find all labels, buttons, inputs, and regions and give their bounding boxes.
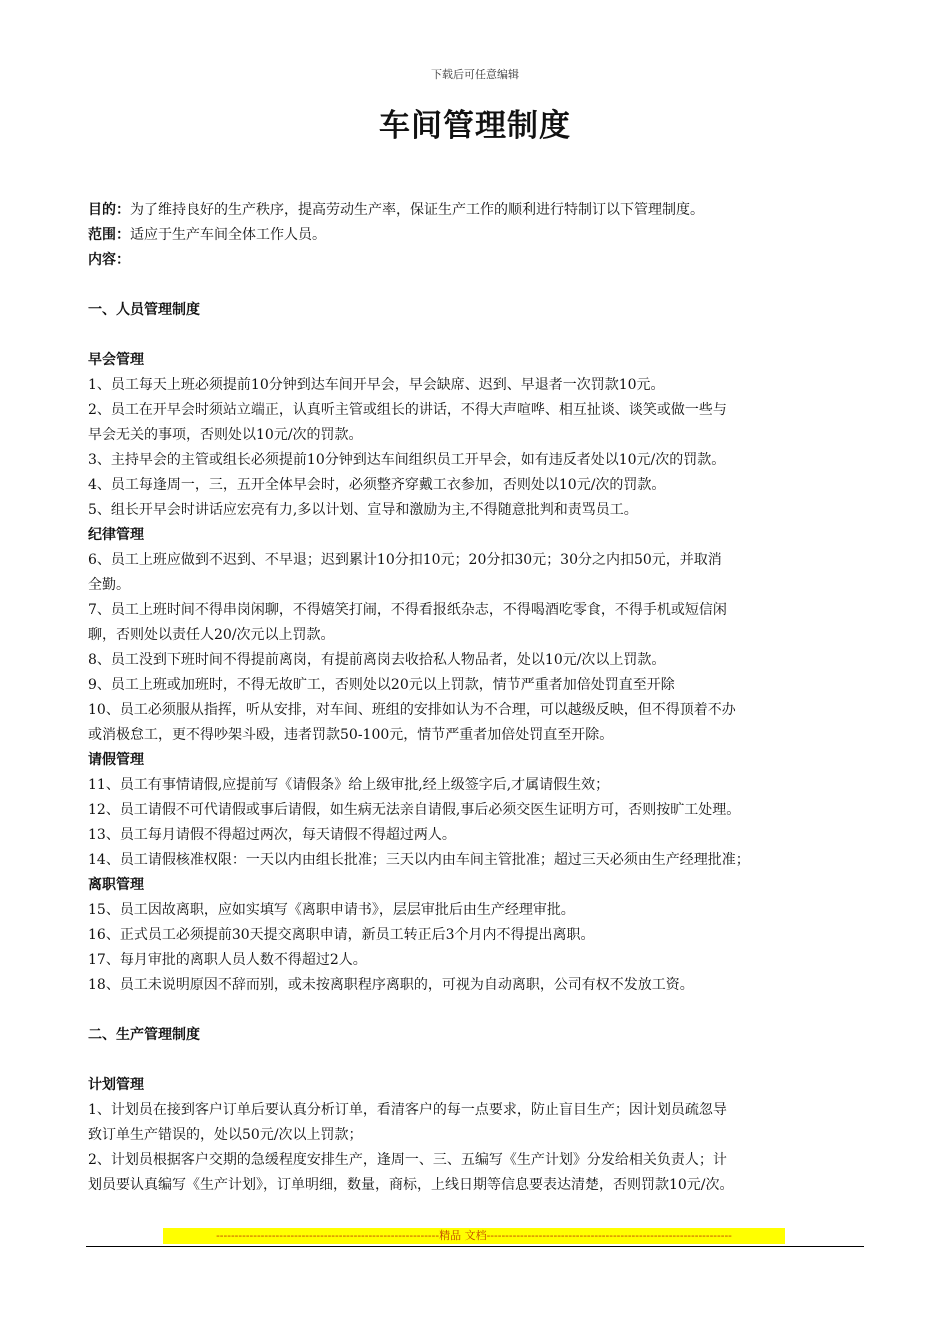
rule-line: 早会无关的事项，否则处以10元/次的罚款。 <box>88 427 363 443</box>
subheading-discipline: 纪律管理 <box>88 527 144 543</box>
rule-line: 全勤。 <box>88 577 130 593</box>
rule-line: 7、员工上班时间不得串岗闲聊，不得嬉笑打闹，不得看报纸杂志，不得喝酒吃零食，不得手机或短信闲 <box>88 602 727 618</box>
footer-watermark: ------------------------------------------------------------精品 文档------------------------------------------------------------------ <box>163 1228 785 1244</box>
rule-line: 18、员工未说明原因不辞而别，或未按离职程序离职的，可视为自动离职，公司有权不发放工资。 <box>88 977 694 993</box>
section-heading-personnel: 一、人员管理制度 <box>88 302 200 318</box>
spacer <box>88 1048 870 1073</box>
rule-line: 1、计划员在接到客户订单后要认真分析订单，看清客户的每一点要求，防止盲目生产；因计划员疏忽导 <box>88 1102 727 1118</box>
rule-line: 聊，否则处以责任人20/次元以上罚款。 <box>88 627 335 643</box>
rule-line: 致订单生产错误的，处以50元/次以上罚款； <box>88 1127 363 1143</box>
scope-line <box>88 223 870 248</box>
spacer <box>88 998 870 1023</box>
purpose-text: 为了维持良好的生产秩序，提高劳动生产率，保证生产工作的顺利进行特制订以下管理制度。 <box>130 202 704 218</box>
rule-line: 1、员工每天上班必须提前10分钟到达车间开早会，早会缺席、迟到、早退者一次罚款10元。 <box>88 377 665 393</box>
spacer <box>88 323 870 348</box>
subheading-leave: 请假管理 <box>88 752 144 768</box>
content-label: 内容： <box>88 252 130 268</box>
purpose-line <box>88 198 870 223</box>
rule-line: 或消极怠工，更不得吵架斗殴，违者罚款50-100元，情节严重者加倍处罚直至开除。 <box>88 727 614 743</box>
section-heading-production: 二、生产管理制度 <box>88 1027 200 1043</box>
rule-line: 8、员工没到下班时间不得提前离岗，有提前离岗去收拾私人物品者，处以10元/次以上罚款。 <box>88 652 666 668</box>
rule-line: 14、员工请假核准权限：一天以内由组长批准；三天以内由车间主管批准；超过三天必须由生产经理批准； <box>88 852 750 868</box>
rule-line: 3、主持早会的主管或组长必须提前10分钟到达车间组织员工开早会，如有违反者处以10元/次的罚款。 <box>88 452 726 468</box>
rule-line: 9、员工上班或加班时，不得无故旷工，否则处以20元以上罚款，情节严重者加倍处罚直至开除 <box>88 677 675 693</box>
subheading-morning-meeting: 早会管理 <box>88 352 144 368</box>
rule-line: 6、员工上班应做到不迟到、不早退；迟到累计10分扣10元；20分扣30元；30分之内扣50元，并取消 <box>88 552 722 568</box>
rule-line: 13、员工每月请假不得超过两次，每天请假不得超过两人。 <box>88 827 456 843</box>
rule-line: 17、每月审批的离职人员人数不得超过2人。 <box>88 952 367 968</box>
rule-line: 5、组长开早会时讲话应宏亮有力,多以计划、宣导和激励为主,不得随意批判和责骂员工。 <box>88 502 638 518</box>
rule-line: 10、员工必须服从指挥，听从安排，对车间、班组的安排如认为不合理，可以越级反映，但不得顶着不办 <box>88 702 736 718</box>
scope-label: 范围： <box>88 227 130 243</box>
subheading-planning: 计划管理 <box>88 1077 144 1093</box>
document-body <box>88 198 870 1198</box>
rule-line: 2、计划员根据客户交期的急缓程度安排生产，逢周一、三、五编写《生产计划》分发给相关负责人；计 <box>88 1152 727 1168</box>
rule-line: 11、员工有事情请假,应提前写《请假条》给上级审批,经上级签字后,才属请假生效； <box>88 777 610 793</box>
purpose-label: 目的： <box>88 202 130 218</box>
rule-line: 12、员工请假不可代请假或事后请假，如生病无法亲自请假,事后必须交医生证明方可，否则按旷工处理。 <box>88 802 741 818</box>
footer-divider <box>86 1246 864 1247</box>
rule-line: 划员要认真编写《生产计划》，订单明细，数量，商标，上线日期等信息要表达清楚，否则罚款10元/次。 <box>88 1177 734 1193</box>
scope-text: 适应于生产车间全体工作人员。 <box>130 227 326 243</box>
document-title: 车间管理制度 <box>379 108 571 144</box>
subheading-resignation: 离职管理 <box>88 877 144 893</box>
rule-line: 15、员工因故离职，应如实填写《离职申请书》，层层审批后由生产经理审批。 <box>88 902 575 918</box>
rule-line: 2、员工在开早会时须站立端正，认真听主管或组长的讲话，不得大声喧哗、相互扯谈、谈笑或做一些与 <box>88 402 727 418</box>
spacer <box>88 273 870 298</box>
rule-line: 16、正式员工必须提前30天提交离职申请，新员工转正后3个月内不得提出离职。 <box>88 927 595 943</box>
header-note: 下载后可任意编辑 <box>431 68 519 81</box>
rule-line: 4、员工每逢周一，三，五开全体早会时，必须整齐穿戴工衣参加，否则处以10元/次的罚款。 <box>88 477 666 493</box>
